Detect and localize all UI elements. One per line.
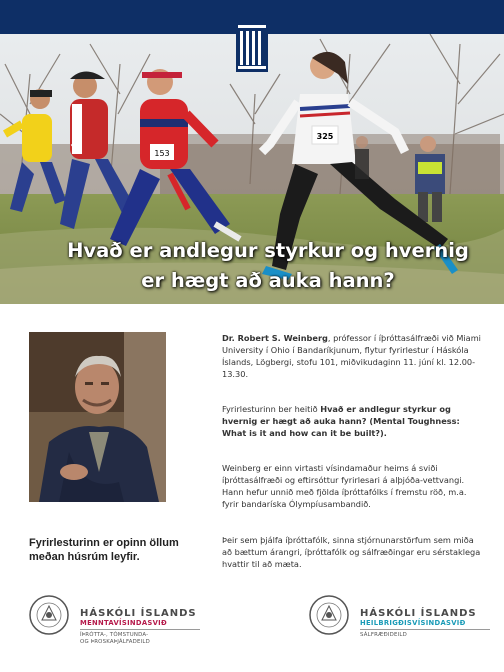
- bib-number-left: 153: [154, 149, 170, 158]
- speaker-intro-text: , prófessor í íþróttasálfræði við Miami University í Ohio í Bandaríkjunum, flytur fyrirlestur í Háskóla Íslands, Lögbergi, stofu 101, miðvikudaginn 11. júní kl. 12.00-13.30.: [222, 333, 481, 379]
- speaker-portrait: [29, 332, 166, 502]
- university-name-right: HÁSKÓLI ÍSLANDS: [360, 608, 477, 619]
- audience-invitation-paragraph: Þeir sem þjálfa íþróttafólk, sinna stjórnunarstörfum sem miða að bættum árangri, íþróttafólk og sálfræðingar eru sérstaklega hvattir til að mæta.: [222, 535, 481, 569]
- open-to-public-note: [29, 536, 204, 564]
- department-line-1-left: ÍÞRÓTTA-, TÓMSTUNDA-: [80, 632, 149, 638]
- school-name-left: MENNTAVÍSINDASVIÐ: [80, 619, 167, 627]
- lecture-title: Hvað er andlegur styrkur og hvernig er hægt að auka hann? (Mental Toughness: What is it and how can it be built?).: [222, 404, 460, 438]
- lecture-title-lead: Fyrirlesturinn ber heitið: [222, 404, 321, 414]
- school-name-right: HEILBRIGÐISVÍSINDASVIÐ: [360, 619, 466, 627]
- event-headline: [58, 236, 478, 296]
- open-note-line-2: meðan húsrúm leyfir.: [29, 551, 140, 563]
- speaker-name: Dr. Robert S. Weinberg: [222, 333, 328, 343]
- lecture-title-paragraph: [222, 403, 484, 439]
- logo-menntavisindasvid: [28, 594, 218, 654]
- department-line-1-right: SÁLFRÆÐIDEILD: [360, 632, 407, 638]
- university-seal-icon: [308, 594, 350, 636]
- headline-line-1: Hvað er andlegur styrkur og hvernig: [67, 239, 469, 262]
- university-building-icon: [236, 22, 268, 72]
- speaker-intro-paragraph: [222, 332, 484, 380]
- university-name-left: HÁSKÓLI ÍSLANDS: [80, 608, 197, 619]
- logo-divider-left: [80, 629, 200, 630]
- speaker-photo: [29, 332, 166, 502]
- headline-line-2: er hægt að auka hann?: [141, 269, 395, 292]
- logo-heilbrigdisvisindasvid: [308, 594, 498, 654]
- logo-divider-right: [360, 629, 490, 630]
- department-line-2-left: OG ÞROSKAÞJÁLFADEILD: [80, 639, 150, 645]
- university-seal-icon: [28, 594, 70, 636]
- speaker-bio-paragraph: Weinberg er einn virtasti vísindamaður heims á sviði íþróttasálfræði og eftirsóttur fyrirlesari á alþjóða-vettvangi. Hann hefur unnið með fjölda íþróttafólks í fremstu röð, m.a. fyrir bandaríska Ólympíusambandið.: [222, 463, 467, 509]
- bib-number-right: 325: [316, 132, 334, 141]
- open-note-line-1: Fyrirlesturinn er opinn öllum: [29, 537, 179, 549]
